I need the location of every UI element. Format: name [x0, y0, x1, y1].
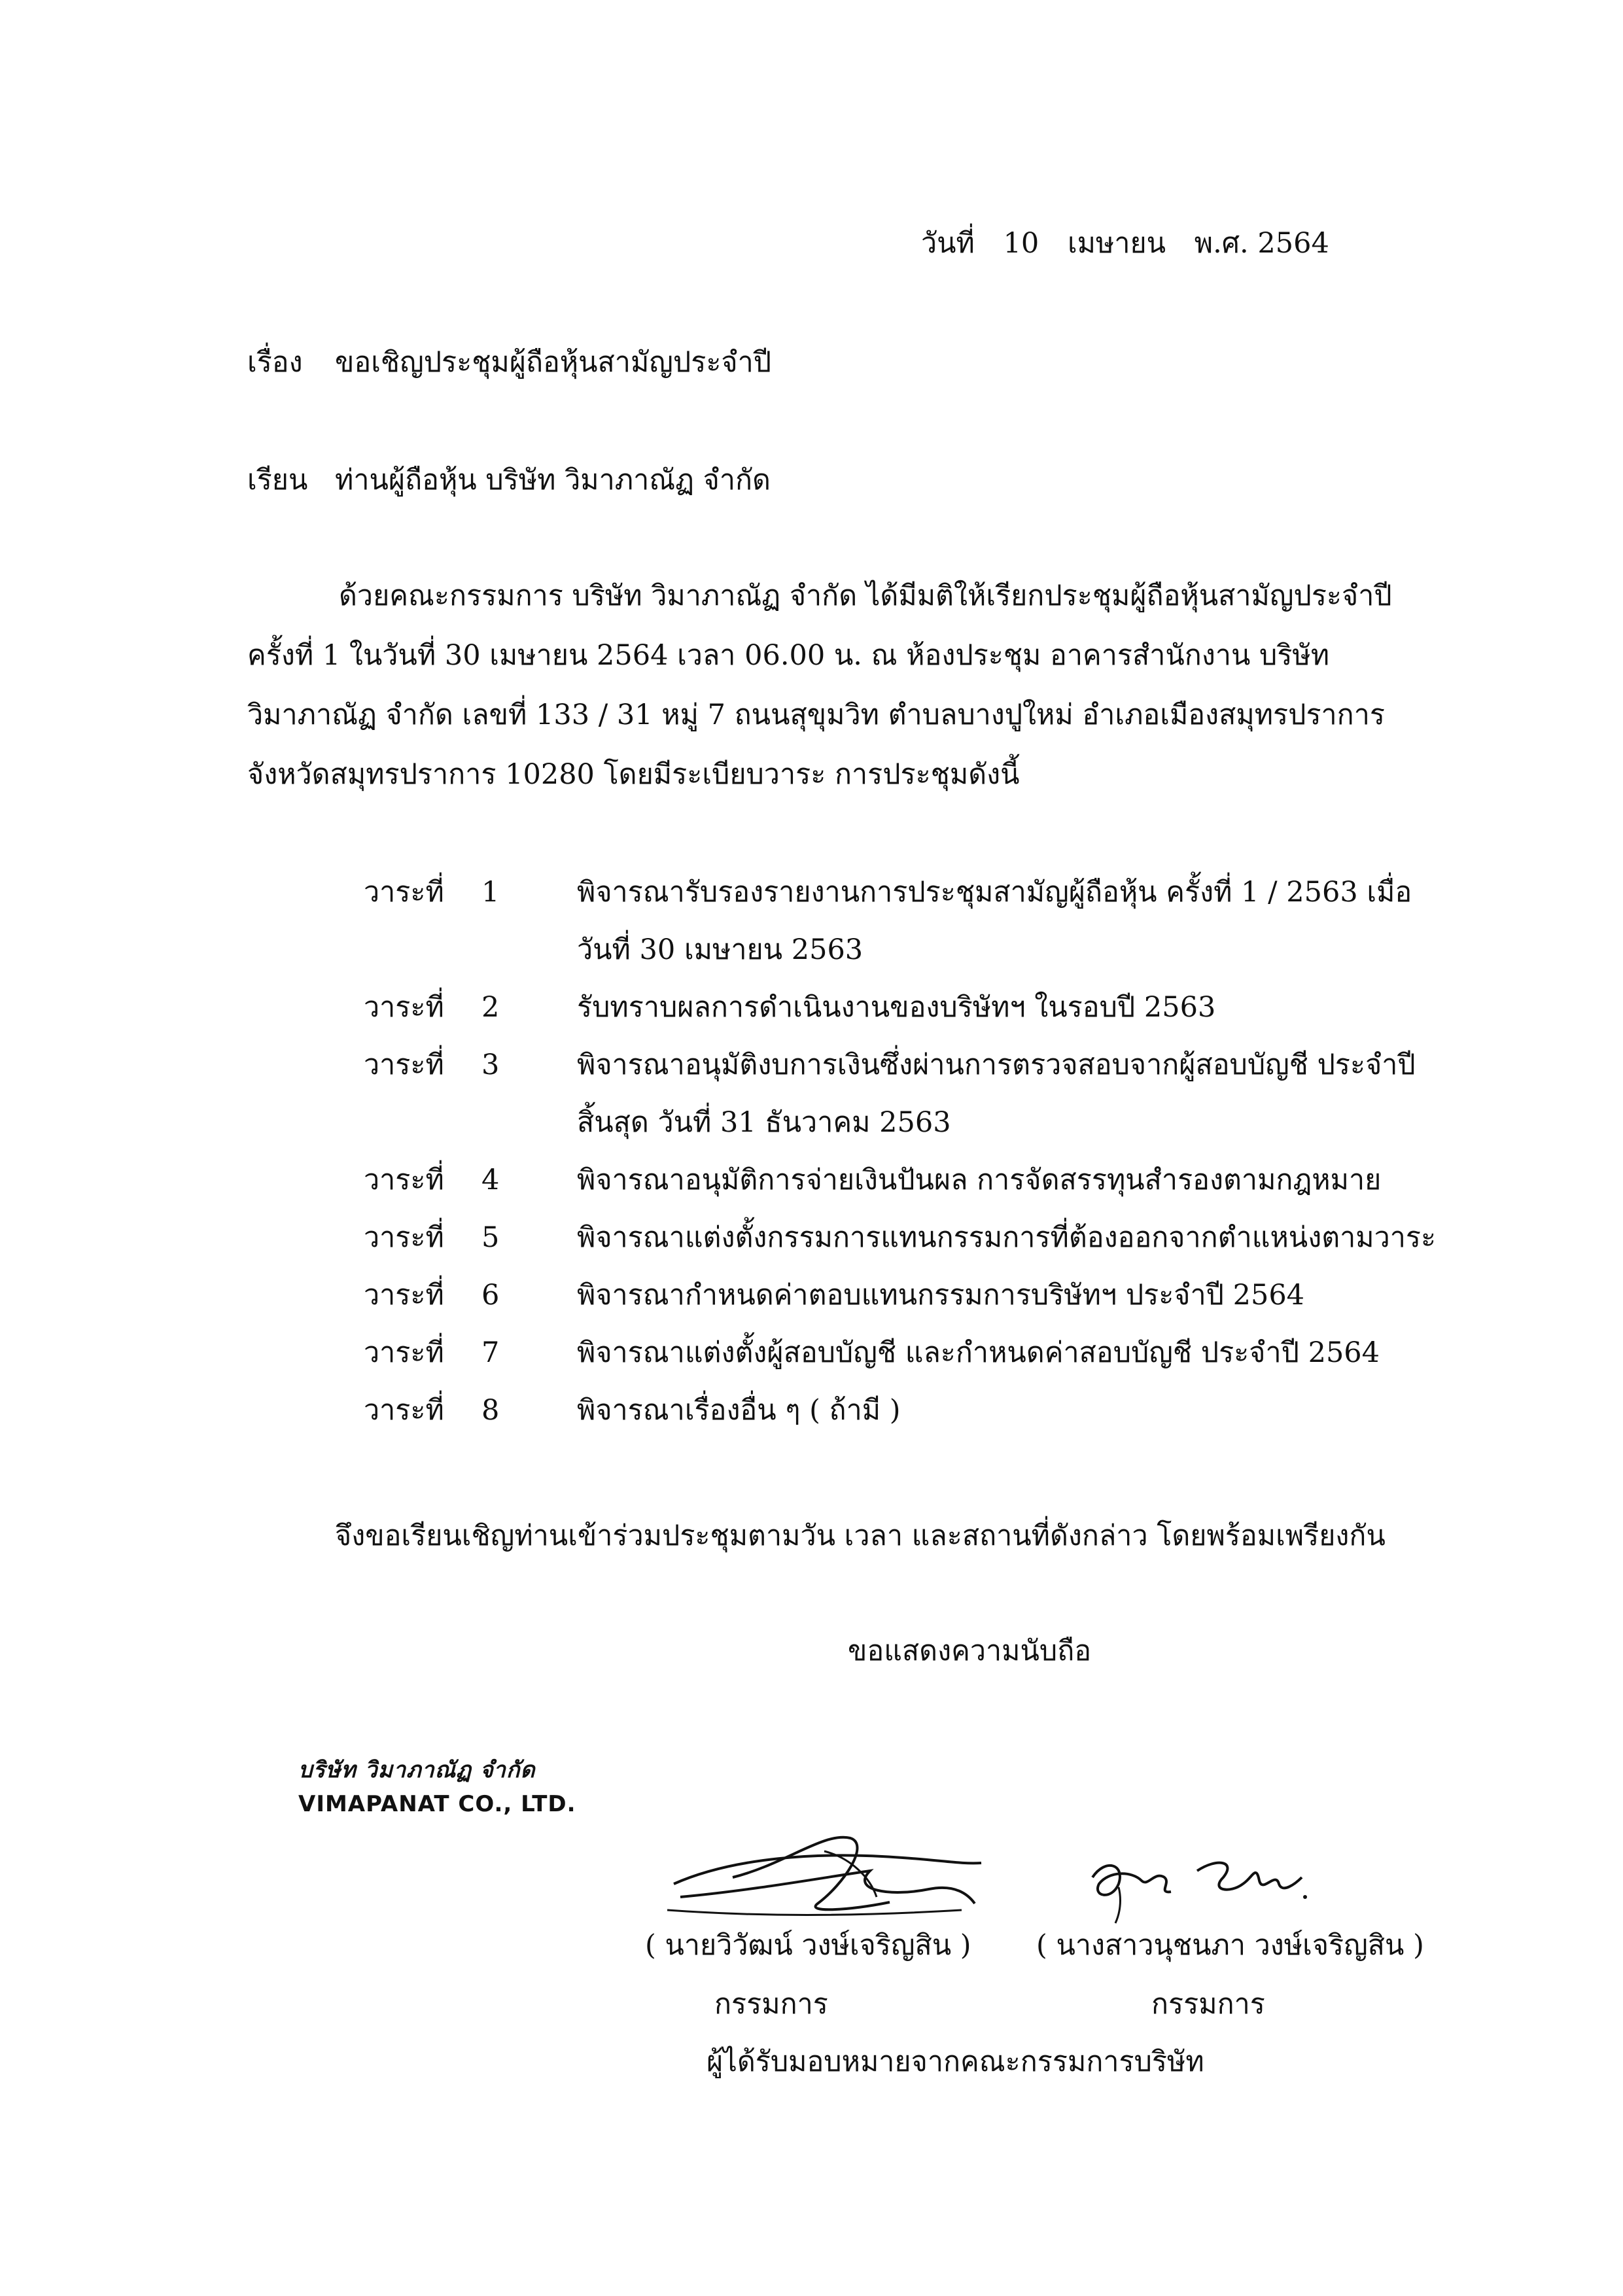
- agenda-number: 7: [481, 1336, 500, 1369]
- signatory-2-name: ( นางสาวนุชนภา วงษ์เจริญสิน ): [1036, 1929, 1424, 1962]
- date-month: เมษายน: [1067, 227, 1166, 260]
- body-line: ด้วยคณะกรรมการ บริษัท วิมาภาณัฏ จำกัด ได้มีมติให้เรียกประชุมผู้ถือหุ้นสามัญประจำปี: [339, 580, 1392, 612]
- body-line: วิมาภาณัฏ จำกัด เลขที่ 133 / 31 หมู่ 7 ถนนสุขุมวิท ตำบลบางปูใหม่ อำเภอเมืองสมุทรปราการ: [247, 699, 1385, 731]
- agenda-word: วาระที่: [364, 1394, 444, 1427]
- signatory-2-role: กรรมการ: [1151, 1988, 1265, 2021]
- agenda-number: 3: [481, 1049, 500, 1081]
- agenda-number: 4: [481, 1164, 500, 1196]
- agenda-description: พิจารณารับรองรายงานการประชุมสามัญผู้ถือหุ้น ครั้งที่ 1 / 2563 เมื่อ วันที่ 30 เมษายน 2563: [577, 876, 1412, 966]
- letter-date: [921, 225, 1349, 262]
- agenda-number: 8: [481, 1394, 500, 1427]
- agenda-word: วาระที่: [364, 1221, 444, 1254]
- body-line: ครั้งที่ 1 ในวันที่ 30 เมษายน 2564 เวลา 06.00 น. ณ ห้องประชุม อาคารสำนักงาน บริษัท: [247, 639, 1330, 672]
- agenda-description: พิจารณากำหนดค่าตอบแทนกรรมการบริษัทฯ ประจำปี 2564: [577, 1279, 1305, 1312]
- agenda-description: พิจารณาแต่งตั้งกรรมการแทนกรรมการที่ต้องออกจากตำแหน่งตามวาระ: [577, 1221, 1437, 1254]
- agenda-description: พิจารณาเรื่องอื่น ๆ ( ถ้ามี ): [577, 1394, 901, 1427]
- agenda-description: พิจารณาอนุมัติงบการเงินซึ่งผ่านการตรวจสอบจากผู้สอบบัญชี ประจำปี สิ้นสุด วันที่ 31 ธันวาคม 2563: [577, 1049, 1416, 1139]
- subject-text: ขอเชิญประชุมผู้ถือหุ้นสามัญประจำปี: [335, 346, 772, 379]
- authorized-by: ผู้ได้รับมอบหมายจากคณะกรรมการบริษัท: [707, 2045, 1204, 2078]
- agenda-word: วาระที่: [364, 1336, 444, 1369]
- date-day: 10: [1003, 227, 1039, 260]
- agenda-item: [364, 979, 1437, 1036]
- subject-label: เรื่อง: [247, 346, 303, 379]
- agenda-item: [364, 1382, 1437, 1439]
- closing-sentence: จึงขอเรียนเชิญท่านเข้าร่วมประชุมตามวัน เวลา และสถานที่ดังกล่าว โดยพร้อมเพรียงกัน: [335, 1520, 1386, 1552]
- agenda-number: 5: [481, 1221, 500, 1254]
- agenda-word: วาระที่: [364, 1049, 444, 1081]
- body-line: จังหวัดสมุทรปราการ 10280 โดยมีระเบียบวาระ การประชุมดังนี้: [247, 758, 1020, 791]
- agenda-number: 6: [481, 1279, 500, 1312]
- company-name-thai: บริษัท วิมาภาณัฏ จำกัด: [298, 1757, 536, 1783]
- agenda-item: [364, 1266, 1437, 1324]
- recipient-text: ท่านผู้ถือหุ้น บริษัท วิมาภาณัฏ จำกัด: [335, 464, 771, 496]
- agenda-word: วาระที่: [364, 876, 444, 909]
- signature-1: [654, 1812, 994, 1930]
- agenda-number: 1: [481, 876, 500, 909]
- agenda-description: รับทราบผลการดำเนินงานของบริษัทฯ ในรอบปี 2563: [577, 991, 1216, 1024]
- agenda-description: พิจารณาอนุมัติการจ่ายเงินปันผล การจัดสรรทุนสำรองตามกฎหมาย: [577, 1164, 1382, 1196]
- agenda-item: [364, 863, 1437, 979]
- signatory-1-name: ( นายวิวัฒน์ วงษ์เจริญสิน ): [645, 1929, 971, 1962]
- agenda-item: [364, 1151, 1437, 1209]
- signature-2: [1079, 1832, 1315, 1930]
- agenda-list: [364, 863, 1437, 1439]
- agenda-word: วาระที่: [364, 1279, 444, 1312]
- agenda-number: 2: [481, 991, 500, 1024]
- agenda-word: วาระที่: [364, 991, 444, 1024]
- agenda-description: พิจารณาแต่งตั้งผู้สอบบัญชี และกำหนดค่าสอบบัญชี ประจำปี 2564: [577, 1336, 1380, 1369]
- agenda-word: วาระที่: [364, 1164, 444, 1196]
- company-logo: [298, 1753, 576, 1821]
- date-year: พ.ศ. 2564: [1194, 227, 1329, 260]
- company-name-english: VIMAPANAT CO., LTD.: [298, 1791, 576, 1817]
- signatory-1-role: กรรมการ: [714, 1988, 828, 2021]
- regards: ขอแสดงความนับถือ: [848, 1635, 1092, 1667]
- agenda-item: [364, 1324, 1437, 1382]
- agenda-item: [364, 1036, 1437, 1151]
- date-prefix: วันที่: [921, 227, 975, 260]
- body-paragraph: [247, 566, 1425, 805]
- recipient-label: เรียน: [247, 464, 308, 496]
- agenda-item: [364, 1209, 1437, 1266]
